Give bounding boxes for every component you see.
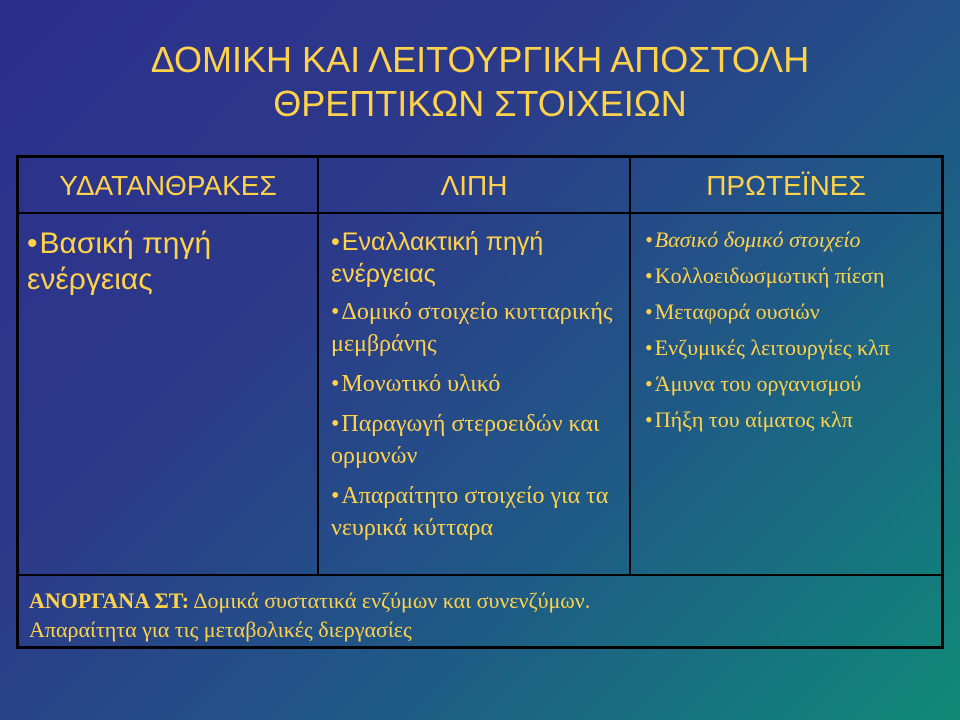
proteins-item: • Ενζυμικές λειτουργίες κλπ	[645, 334, 941, 362]
proteins-item: • Κολλοειδωσμωτική πίεση	[645, 262, 941, 290]
lipids-item: • Δομικό στοιχείο κυτταρικής μεμβράνης	[331, 296, 631, 360]
inorganic-line-2: Απαραίτητα για τις μεταβολικές διεργασίες	[29, 617, 412, 642]
lipids-item: • Παραγωγή στεροειδών και ορμονών	[331, 408, 631, 472]
inorganic-row	[29, 586, 929, 644]
header-carbohydrates: ΥΔΑΤΑΝΘΡΑΚΕΣ	[59, 170, 277, 201]
header-lipids: ΛΙΠΗ	[440, 170, 508, 201]
inorganic-label: ΑΝΟΡΓΑΝΑ ΣΤ:	[29, 588, 190, 613]
nutrients-table	[16, 155, 944, 649]
proteins-item: • Άμυνα του οργανισμού	[645, 370, 941, 398]
slide-title-line-2: ΘΡΕΠΤΙΚΩΝ ΣΤΟΙΧΕΙΩΝ	[273, 83, 687, 124]
column-divider-1	[317, 212, 319, 574]
lipids-item: • Απαραίτητο στοιχείο για τα νευρικά κύτταρα	[331, 480, 631, 544]
slide-title-line-1: ΔΟΜΙΚΗ ΚΑΙ ΛΕΙΤΟΥΡΓΙΚΗ ΑΠΟΣΤΟΛΗ	[150, 39, 810, 80]
lipids-item: • Εναλλακτική πηγή ενέργειας	[331, 226, 631, 290]
proteins-item: • Βασικό δομικό στοιχείο	[645, 226, 941, 254]
header-proteins: ΠΡΩΤΕΪΝΕΣ	[706, 170, 866, 201]
proteins-item: • Μεταφορά ουσιών	[645, 298, 941, 326]
lipids-item: • Μονωτικό υλικό	[331, 368, 631, 400]
proteins-item: • Πήξη του αίματος κλπ	[645, 406, 941, 434]
carbohydrates-item: • Βασική πηγή ενέργειας	[27, 226, 317, 298]
inorganic-text: Δομικά συστατικά ενζύμων και συνενζύμων.	[189, 588, 591, 613]
carbohydrates-cell	[27, 226, 317, 298]
slide-title	[0, 38, 960, 126]
inorganic-line-1	[29, 586, 929, 615]
footer-divider	[19, 574, 941, 576]
proteins-cell	[645, 226, 941, 442]
lipids-cell	[331, 226, 631, 552]
